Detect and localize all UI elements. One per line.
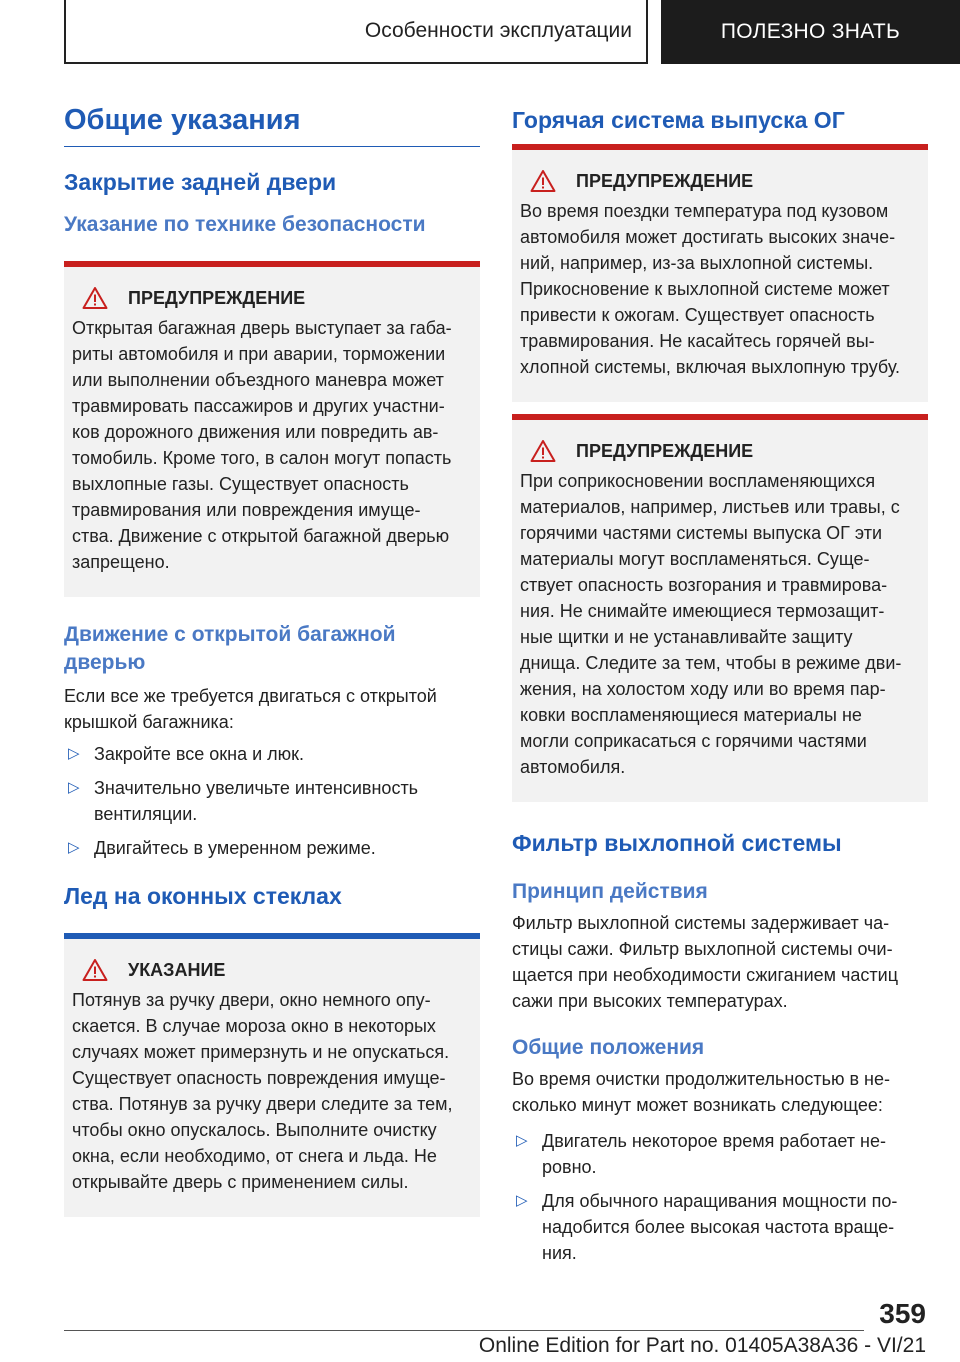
text-line: Во время очистки продолжительностью в не- xyxy=(512,1069,890,1089)
warning-triangle-icon xyxy=(82,286,108,310)
text-line: окна, если необходимо, от снега и льда. Не xyxy=(72,1146,437,1166)
right-column xyxy=(512,100,928,1274)
warning-box-tailgate xyxy=(64,261,480,597)
footer-rule xyxy=(64,1330,864,1331)
text-line: вентиляции. xyxy=(94,804,198,824)
text-line: ков дорожного движения или повредить ав- xyxy=(72,422,439,442)
text-line: Значительно увеличьте интенсивность xyxy=(94,778,419,798)
text-line: днища. Следите за тем, чтобы в режиме дви- xyxy=(520,653,902,673)
text-line: щается при необходимости сжиганием частиц xyxy=(512,965,899,985)
text-line: автомобиля может достигать высоких значе- xyxy=(520,227,896,247)
text-line: Двигайтесь в умеренном режиме. xyxy=(94,838,376,858)
general-provisions-heading: Общие положения xyxy=(512,1036,705,1059)
open-tailgate-heading xyxy=(64,621,480,677)
hot-exhaust-heading: Горячая система выпуска ОГ xyxy=(512,107,845,133)
open-tailgate-intro xyxy=(64,683,480,735)
text-line: Фильтр выхлопной системы задерживает ча- xyxy=(512,913,890,933)
text-line: травмирования или повреждения имуще- xyxy=(72,500,421,520)
text-line: крышкой багажника: xyxy=(64,712,234,732)
text-line: запрещено. xyxy=(72,552,170,572)
text-line: Открытая багажная дверь выступает за габа- xyxy=(72,318,452,338)
warning-text xyxy=(520,468,920,780)
text-line: Если все же требуется двигаться с открытой xyxy=(64,686,437,706)
text-line: При соприкосновении воспламеняющихся xyxy=(520,471,876,491)
text-line: сажи при высоких температурах. xyxy=(512,991,788,1011)
triangle-bullet-icon: ▷ xyxy=(68,839,80,856)
text-line: надобится более высокая частота враще- xyxy=(542,1217,895,1237)
page-number: 359 xyxy=(879,1298,926,1329)
text-line: Двигатель некоторое время работает не- xyxy=(542,1131,886,1151)
text-line: ствует опасность возгорания и травмирова- xyxy=(520,575,888,595)
warning-box-title xyxy=(72,285,472,311)
principle-text xyxy=(512,910,928,1014)
text-line: стицы сажи. Фильтр выхлопной системы очи- xyxy=(512,939,893,959)
text-line: Закройте все окна и люк. xyxy=(94,744,305,764)
rear-door-heading: Закрытие задней двери xyxy=(64,169,337,195)
text-line: томобиль. Кроме того, в салон могут попасть xyxy=(72,448,452,468)
list-item xyxy=(64,775,480,827)
text-line: материалов, например, листьев или травы, с xyxy=(520,497,900,517)
warning-label: ПРЕДУПРЕЖДЕНИЕ xyxy=(576,171,754,191)
text-line: ства. Движение с открытой багажной дверью xyxy=(72,526,450,546)
text-line: открывайте дверь с применением силы. xyxy=(72,1172,409,1192)
exhaust-filter-heading: Фильтр выхлопной системы xyxy=(512,830,842,856)
text-line: сколько минут может возникать следующее: xyxy=(512,1095,883,1115)
text-line: ства. Потянув за ручку двери следите за тем, xyxy=(72,1094,453,1114)
list-item xyxy=(64,835,480,861)
text-line: риты автомобиля и при аварии, торможении xyxy=(72,344,446,364)
warning-text xyxy=(520,198,920,380)
text-line: чтобы окно опускалось. Выполните очистку xyxy=(72,1120,437,1140)
edition-label: Online Edition for Part no. 01405A38A36 - VI/21 xyxy=(478,1334,926,1357)
text-line: горячими частями системы выпуска ОГ эти xyxy=(520,523,882,543)
ice-heading: Лед на оконных стеклах xyxy=(64,883,342,909)
text-line: Прикосновение к выхлопной системе может xyxy=(520,279,890,299)
triangle-bullet-icon: ▷ xyxy=(68,745,80,762)
text-line: материалы могут воспламеняться. Суще- xyxy=(520,549,870,569)
note-text xyxy=(72,987,472,1195)
text-line: травмирования. Не касайтесь горячей вы- xyxy=(520,331,875,351)
title-rule xyxy=(64,146,480,147)
warning-box-flammable xyxy=(512,414,928,802)
note-box-ice xyxy=(64,933,480,1217)
header-section xyxy=(64,0,648,64)
header-chapter-label: ПОЛЕЗНО ЗНАТЬ xyxy=(720,20,901,43)
text-line: травмировать пассажиров и других участни- xyxy=(72,396,445,416)
warning-label: ПРЕДУПРЕЖДЕНИЕ xyxy=(128,288,306,308)
note-label: УКАЗАНИЕ xyxy=(128,960,226,980)
note-box-title xyxy=(72,957,472,983)
triangle-bullet-icon: ▷ xyxy=(516,1132,528,1149)
safety-heading: Указание по технике безопасности xyxy=(64,213,426,236)
warning-box-title xyxy=(520,168,920,194)
text-line: хлопной системы, включая выхлопную трубу. xyxy=(520,357,901,377)
text-line: ные щитки и не устанавливайте защиту xyxy=(520,627,853,647)
text-line: Существует опасность повреждения имуще- xyxy=(72,1068,446,1088)
triangle-bullet-icon: ▷ xyxy=(68,779,80,796)
text-line: ровно. xyxy=(542,1157,597,1177)
general-notes-title: Общие указания xyxy=(64,104,301,136)
text-line: или выполнении объездного маневра может xyxy=(72,370,444,390)
warning-triangle-icon xyxy=(530,439,556,463)
warning-label: ПРЕДУПРЕЖДЕНИЕ xyxy=(576,441,754,461)
list-item xyxy=(64,741,480,767)
warning-text xyxy=(72,315,472,575)
principle-heading: Принцип действия xyxy=(512,880,708,903)
tailgate-steps xyxy=(64,741,480,861)
text-line: Потянув за ручку двери, окно немного опу- xyxy=(72,990,431,1010)
text-line: случаях может примерзнуть и не опускаться. xyxy=(72,1042,450,1062)
list-item xyxy=(512,1128,928,1180)
heading-line: Движение с открытой багажной xyxy=(64,623,396,646)
text-line: автомобиля. xyxy=(520,757,626,777)
header-section-label: Особенности эксплуатации xyxy=(364,19,632,42)
text-line: Для обычного наращивания мощности по- xyxy=(542,1191,898,1211)
left-column xyxy=(64,100,480,1217)
warning-triangle-icon xyxy=(530,169,556,193)
warning-box-title xyxy=(520,438,920,464)
text-line: выхлопные газы. Существует опасность xyxy=(72,474,409,494)
text-line: ковки воспламеняющиеся материалы не xyxy=(520,705,862,725)
text-line: ния. xyxy=(542,1243,577,1263)
warning-triangle-icon xyxy=(82,958,108,982)
warning-box-hot-exhaust xyxy=(512,144,928,402)
triangle-bullet-icon: ▷ xyxy=(516,1192,528,1209)
text-line: скается. В случае мороза окно в некоторых xyxy=(72,1016,436,1036)
list-item xyxy=(512,1188,928,1266)
general-provisions-text xyxy=(512,1066,928,1118)
heading-line: дверью xyxy=(64,651,146,674)
regeneration-effects xyxy=(512,1128,928,1266)
text-line: Во время поездки температура под кузовом xyxy=(520,201,889,221)
text-line: привести к ожогам. Существует опасность xyxy=(520,305,875,325)
text-line: ний, например, из-за выхлопной системы. xyxy=(520,253,874,273)
text-line: ния. Не снимайте имеющиеся термозащит- xyxy=(520,601,885,621)
text-line: жения, на холостом ходу или во время пар- xyxy=(520,679,886,699)
header-chapter xyxy=(661,0,960,64)
text-line: могли соприкасаться с горячими частями xyxy=(520,731,867,751)
